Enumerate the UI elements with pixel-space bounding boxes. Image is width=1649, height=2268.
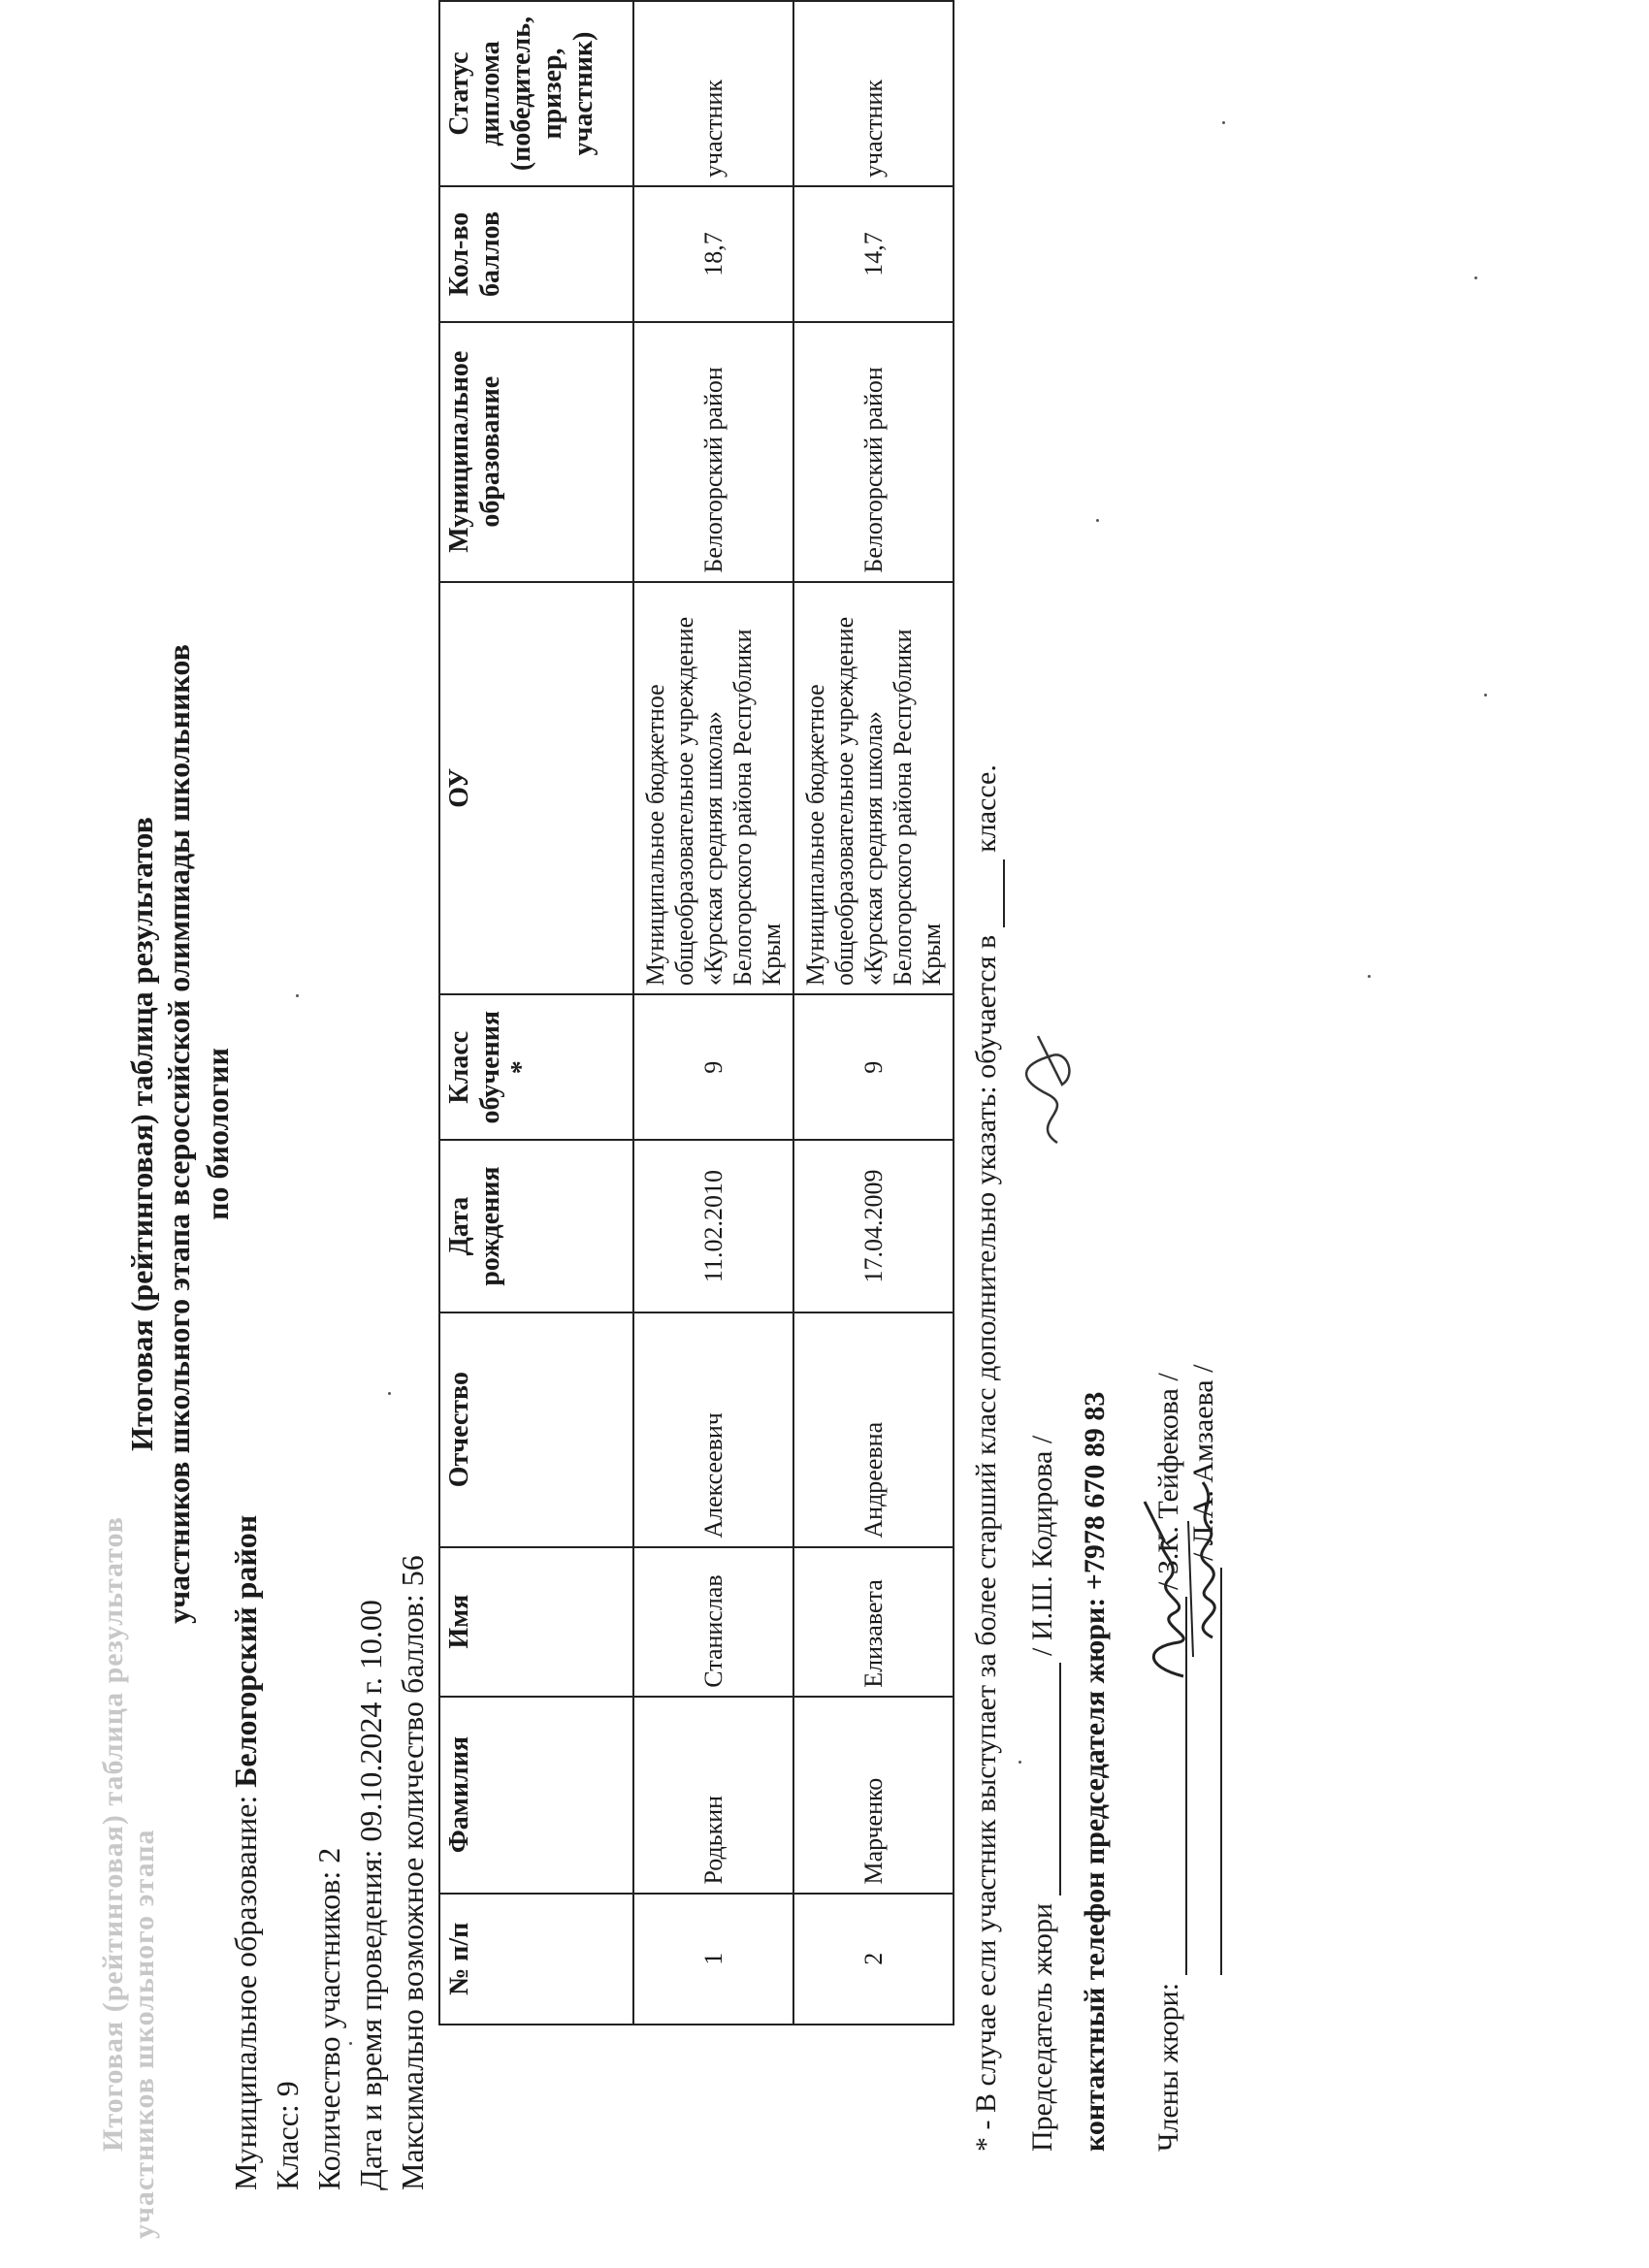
scan-speck <box>1096 519 1099 522</box>
class-label: Класс: <box>270 2104 305 2190</box>
phone-label: контактный телефон председателя жюри: <box>1079 1597 1111 2152</box>
col-header-name: Имя <box>439 1547 633 1697</box>
cell-surname: Марченко <box>793 1697 954 1894</box>
title-line3: по биологии <box>200 1048 235 1220</box>
footnote <box>968 764 1005 2152</box>
table-row <box>793 1 954 2025</box>
faded-header-line2: участников школьного этапа <box>128 1829 160 2239</box>
scan-speck <box>349 2042 352 2045</box>
footnote-suffix: классе. <box>970 764 1002 853</box>
col-header-surname: Фамилия <box>439 1697 633 1894</box>
col-header-birth-date: Дата рождения <box>439 1140 633 1312</box>
cell-status: участник <box>793 1 954 186</box>
cell-school: Муниципальное бюджетное общеобразовательное учреждение «Курская средняя школа» Белогорского района Республики Крым <box>633 582 793 995</box>
chair-label: Председатель жюри <box>1026 1902 1058 2152</box>
cell-score: 18,7 <box>633 186 793 322</box>
col-header-school: ОУ <box>439 582 633 995</box>
jury-chair-line <box>1024 1436 1061 2152</box>
cell-patronymic: Алексеевич <box>633 1312 793 1547</box>
participants-value: 2 <box>311 1847 346 1863</box>
scan-speck <box>1368 975 1371 978</box>
municipality-label: Муниципальное образование: <box>228 1795 263 2190</box>
member2-name: / Л.А. Амзаева / <box>1187 1364 1219 1561</box>
col-header-score: Кол-во баллов <box>439 186 633 322</box>
cell-score: 14,7 <box>793 186 954 322</box>
municipality-value: Белогорский район <box>228 1514 263 1788</box>
cell-birth-date: 17.04.2009 <box>793 1140 954 1312</box>
member2-signature <box>1174 1473 1242 1647</box>
participants-label: Количество участников: <box>311 1870 346 2190</box>
cell-municipality: Белогорский район <box>793 322 954 582</box>
cell-num: 1 <box>633 1894 793 2025</box>
chair-signature <box>1009 1017 1086 1152</box>
scan-speck <box>1222 121 1225 124</box>
members-label: Члены жюри: <box>1152 1982 1184 2152</box>
col-header-num: № п/п <box>439 1894 633 2025</box>
cell-status: участник <box>633 1 793 186</box>
table-row <box>633 1 793 2025</box>
chair-name: / И.Ш. Кодирова / <box>1026 1435 1058 1656</box>
chair-signature-line <box>1032 1663 1061 1895</box>
footnote-blank-line <box>976 859 1005 927</box>
max-score-label: Максимально возможное количество баллов: <box>395 1594 430 2190</box>
scan-speck <box>1474 276 1477 279</box>
cell-grade: 9 <box>793 994 954 1140</box>
title-line1: Итоговая (рейтинговая) таблица результатов <box>124 817 159 1451</box>
scan-speck <box>388 1392 391 1395</box>
faded-header-line1: Итоговая (рейтинговая) таблица результатов <box>97 1516 129 2152</box>
max-score-value: 56 <box>395 1555 430 1587</box>
table-header-row <box>439 1 633 2025</box>
scan-speck <box>1484 694 1487 697</box>
date-label: Дата и время проведения: <box>353 1849 388 2190</box>
cell-municipality: Белогорский район <box>633 322 793 582</box>
date-value: 09.10.2024 г. 10.00 <box>353 1600 388 1842</box>
scan-speck <box>1018 1761 1021 1764</box>
col-header-status: Статус диплома (победитель, призер, участник) <box>439 1 633 186</box>
cell-num: 2 <box>793 1894 954 2025</box>
col-header-grade: Класс обучения * <box>439 994 633 1140</box>
col-header-municipality: Муниципальное образование <box>439 322 633 582</box>
cell-surname: Родькин <box>633 1697 793 1894</box>
cell-name: Станислав <box>633 1547 793 1697</box>
meta-block <box>225 1515 434 2190</box>
jury-phone-line <box>1077 1392 1114 2152</box>
member1-name: / З.К. Тейфекова / <box>1152 1373 1184 1590</box>
results-table <box>438 0 954 2025</box>
footnote-text: * - В случае если участник выступает за более старший класс дополнительно указать: обучается в <box>970 934 1002 2152</box>
cell-school: Муниципальное бюджетное общеобразовательное учреждение «Курская средняя школа» Белогорского района Республики Крым <box>793 582 954 995</box>
cell-birth-date: 11.02.2010 <box>633 1140 793 1312</box>
scan-speck <box>296 994 299 997</box>
cell-patronymic: Андреевна <box>793 1312 954 1547</box>
col-header-patronymic: Отчество <box>439 1312 633 1547</box>
phone-value: +7978 670 89 83 <box>1079 1391 1111 1591</box>
class-value: 9 <box>270 2081 305 2097</box>
cell-name: Елизавета <box>793 1547 954 1697</box>
cell-grade: 9 <box>633 994 793 1140</box>
title-line2: участников школьного этапа всероссийской олимпиады школьников <box>161 644 196 1624</box>
